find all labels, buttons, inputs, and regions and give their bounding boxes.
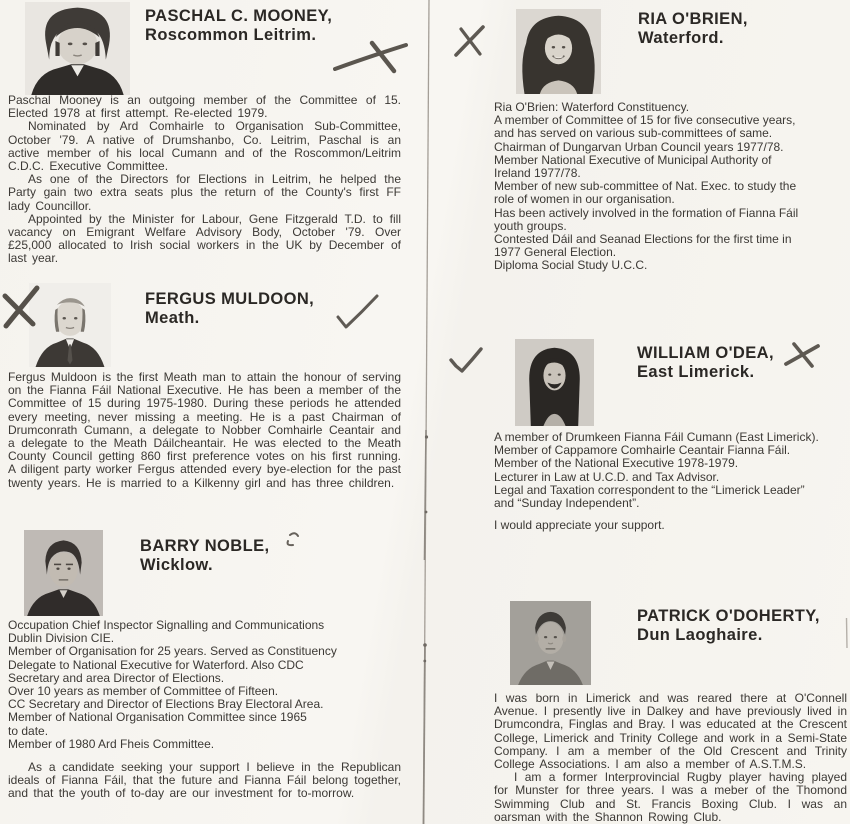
photo-paschal-mooney: [25, 2, 130, 95]
bio-fergus-muldoon: [8, 371, 401, 490]
bio-paragraph: As one of the Directors for Elections in Leitrim, he helped the Party gain two extra seats plus the return of the County's first FF lady Councillor.: [8, 172, 401, 213]
candidate-name: RIA O'BRIEN,: [638, 10, 748, 28]
bio-line: Member of the National Executive 1978-1979.: [494, 456, 739, 471]
bio-line: youth groups.: [494, 218, 567, 233]
bio-patrick-odoherty: [494, 692, 847, 824]
bio-line: Contested Dáil and Seanad Elections for the first time in: [494, 232, 792, 247]
bio-barry-noble-closing: [8, 761, 401, 801]
bio-paragraph: I am a former Interprovincial Rugby player having played for Munster for three years. I was a meber of the Thomond Swimming Club and St. Francis Boxing Club. I was an oarsman with the Shannon Rowing Club.: [494, 770, 847, 824]
photo-barry-noble: [24, 530, 103, 616]
bio-line: Legal and Taxation correspondent to the “Limerick Leader”: [494, 482, 805, 497]
check-mark-icon: [451, 349, 481, 371]
bio-line: 1977 General Election.: [494, 245, 617, 260]
bio-line: Ria O'Brien: Waterford Constituency.: [494, 100, 690, 114]
candidate-name: PATRICK O'DOHERTY,: [637, 607, 820, 625]
candidate-constituency: East Limerick.: [637, 363, 755, 381]
bio-line: to date.: [8, 723, 49, 738]
bio-line: Member of 1980 Ard Fheis Committee.: [8, 736, 215, 751]
bio-line: Over 10 years as member of Committee of Fifteen.: [8, 684, 279, 699]
bio-paragraph: Appointed by the Minister for Labour, Gene Fitzgerald T.D. to fill vacancy on Emigrant Welfare Advisory Body, October '79. Over £25,000 allocated to Irish social workers in the UK by December of last year.: [8, 211, 401, 266]
candidate-constituency: Waterford.: [638, 29, 724, 47]
bio-line: Member National Executive of Municipal Authority of: [494, 152, 772, 167]
bio-ria-obrien: [494, 101, 850, 273]
photo-fergus-muldoon: [29, 283, 111, 367]
bio-line: Member of Cappamore Comhairle Ceantair Fianna Fáil.: [494, 443, 791, 458]
bio-line: CC Secretary and Director of Elections Bray Electoral Area.: [8, 697, 324, 712]
bio-line: Dublin Division CIE.: [8, 631, 115, 646]
candidate-heading-odea: [637, 344, 774, 382]
bio-paragraph: I was born in Limerick and was reared there at O'Connell Avenue. I presently live in Dalkey and have previously lived in Drumcondra, Finglas and Bray. I was educated at the Crescent College, Limerick and Trinity College and work in a Semi-State Company. I am a member of the Old Crescent and Trinity College Associations. I am also a member of A.S.T.M.S.: [494, 691, 847, 772]
candidate-constituency: Dun Laoghaire.: [637, 626, 763, 644]
candidate-heading-odoherty: [637, 607, 820, 645]
bio-paschal-mooney: [8, 94, 401, 266]
candidate-name: BARRY NOBLE,: [140, 537, 270, 555]
x-mark-icon: [786, 344, 818, 366]
bio-paragraph: Nominated by Ard Comhairle to Organisation Sub-Committee, October '79. A native of Drumshanbo, Co. Leitrim, Paschal is an active member of his local Cumann and of the Roscommon/Leitrim C.D.C. Executive Committee.: [8, 119, 401, 174]
bio-line: Occupation Chief Inspector Signalling and Communications: [8, 618, 325, 632]
bio-line: Member of new sub-committee of Nat. Exec. to study the: [494, 179, 797, 194]
bio-line: Secretary and area Director of Elections.: [8, 670, 225, 685]
photo-ria-obrien: [516, 9, 601, 94]
candidate-name: FERGUS MULDOON,: [145, 290, 315, 308]
bio-paragraph: As a candidate seeking your support I believe in the Republican ideals of Fianna Fáil, that the future and Fianna Fáil belong together, and that the youth of to-day are our investment for to-morrow.: [8, 760, 401, 801]
check-mark-icon: [338, 296, 377, 327]
photo-william-odea: [515, 339, 594, 426]
candidate-heading-muldoon: [145, 290, 314, 328]
candidate-name: WILLIAM O'DEA,: [637, 344, 774, 362]
bio-line: Member of National Organisation Committee since 1965: [8, 710, 307, 725]
x-mark-icon: [335, 43, 406, 71]
bio-line: Has been actively involved in the formation of Fianna Fáil: [494, 205, 799, 220]
bio-line: and “Sunday Independent”.: [494, 496, 640, 511]
candidate-name: PASCHAL C. MOONEY,: [145, 7, 333, 25]
bio-barry-noble: [8, 619, 406, 751]
scribble-mark-icon: [288, 533, 298, 545]
bio-line: Chairman of Dungarvan Urban Council years 1977/78.: [494, 139, 784, 154]
bio-line: Member of Organisation for 25 years. Served as Constituency: [8, 644, 337, 659]
bio-line: Ireland 1977/78.: [494, 166, 581, 181]
bio-line: Delegate to National Executive for Waterford. Also CDC: [8, 657, 304, 672]
candidate-constituency: Wicklow.: [140, 556, 214, 574]
bio-line: and has served on various sub-committees of same.: [494, 126, 773, 141]
bio-paragraph: Paschal Mooney is an outgoing member of the Committee of 15. Elected 1978 at first attempt. Re-elected 1979.: [8, 93, 401, 121]
bio-line: Diploma Social Study U.C.C.: [494, 258, 648, 273]
candidate-constituency: Meath.: [145, 309, 200, 327]
bio-paragraph: Fergus Muldoon is the first Meath man to attain the honour of serving on the Fianna Fáil National Executive. He has been a member of the Committee of 15 during 1975-1980. During these periods he attended every meeting, never missing a meeting. He is a past Chairman of Drumconrath Cumann, a delegate to Nobber Comhairle Ceantair and a delegate to the Meath Dáilcheantair. He was elected to the Meath County Council getting 860 first preference votes on his first running. A diligent party worker Fergus attended every bye-election for the past twenty years. He is married to a Kilkenny girl and has three children.: [8, 370, 401, 490]
x-mark-icon: [456, 27, 483, 55]
bio-line: Lecturer in Law at U.C.D. and Tax Advisor.: [494, 469, 720, 484]
candidate-heading-mooney: [145, 7, 332, 45]
candidate-constituency: Roscommon Leitrim.: [145, 26, 317, 44]
bio-line: A member of Committee of 15 for five consecutive years,: [494, 113, 796, 128]
bio-line: I would appreciate your support.: [494, 518, 665, 532]
photo-patrick-odoherty: [510, 601, 591, 685]
candidate-heading-obrien: [638, 10, 748, 48]
bio-line: role of women in our organisation.: [494, 192, 675, 207]
candidate-heading-noble: [140, 537, 269, 575]
bio-william-odea-closing: [494, 519, 850, 532]
bio-william-odea: [494, 431, 850, 510]
bio-line: A member of Drumkeen Fianna Fáil Cumann (East Limerick).: [494, 430, 819, 444]
